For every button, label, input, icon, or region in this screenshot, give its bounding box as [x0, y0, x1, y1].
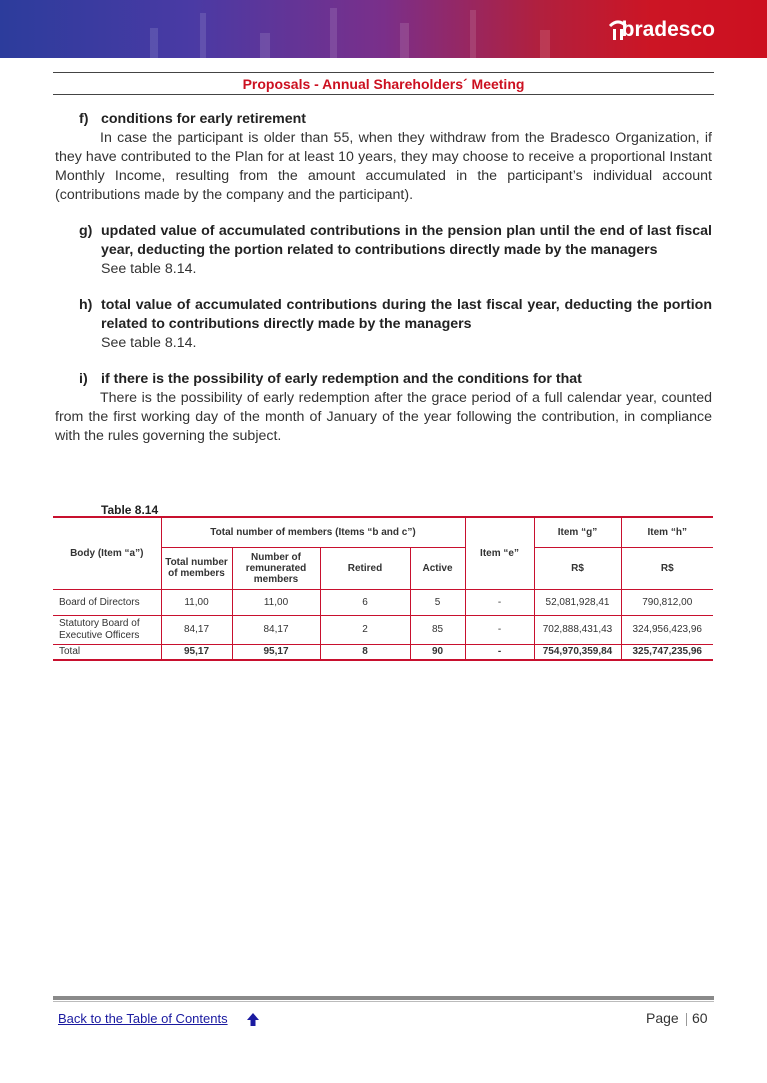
- table-caption: Table 8.14: [101, 503, 159, 517]
- table-row: Board of Directors 11,00 11,00 6 5 - 52,081,928,41 790,812,00: [53, 589, 713, 615]
- section-h-label: h): [79, 297, 93, 313]
- main-content: [55, 110, 712, 446]
- header-currency-h: R$: [621, 547, 713, 589]
- table-row-total: Total 95,17 95,17 8 90 - 754,970,359,84 325,747,235,96: [53, 644, 713, 660]
- footer-rule: [53, 996, 714, 1000]
- document-title: Proposals - Annual Shareholders´ Meeting: [242, 76, 525, 92]
- header-body: Body (Item “a”): [53, 517, 161, 589]
- section-h-heading: h) total value of accumulated contributions during the last fiscal year, deducting the portion related to contributions directly made by the managers: [79, 297, 712, 332]
- section-f-heading: f) conditions for early retirement: [79, 111, 306, 127]
- back-to-contents-link[interactable]: Back to the Table of Contents: [58, 1011, 228, 1026]
- header-total-members-group: Total number of members (Items “b and c”): [161, 517, 465, 547]
- section-g-label: g): [79, 223, 93, 239]
- header-remunerated: Number of remunerated members: [232, 547, 320, 589]
- section-f-label: f): [79, 111, 89, 127]
- header-item-h: Item “h”: [621, 517, 713, 547]
- header-total-members: Total number of members: [161, 547, 232, 589]
- page-separator: [686, 1013, 687, 1026]
- header-item-g: Item “g”: [534, 517, 621, 547]
- title-bottom-rule: [53, 94, 714, 95]
- header-active: Active: [410, 547, 465, 589]
- section-g-heading: g) updated value of accumulated contributions in the pension plan until the end of last fiscal year, deducting the portion related to contributions directly made by the managers: [79, 223, 712, 258]
- section-i-body: There is the possibility of early redemption after the grace period of a full calendar year, counted from the first working day of the month of January of the year following the contribution, in compliance with the rules governing the subject.: [55, 390, 712, 444]
- section-h-body: See table 8.14.: [101, 335, 197, 351]
- title-top-rule: [53, 72, 714, 73]
- footer-rule-thin: [53, 1001, 714, 1002]
- page-number: 60: [692, 1010, 708, 1026]
- page-label: Page: [646, 1010, 679, 1026]
- section-i-label: i): [79, 371, 88, 387]
- table-8-14: [53, 516, 713, 661]
- header-banner: [0, 0, 767, 58]
- section-g-body: See table 8.14.: [101, 261, 197, 277]
- header-retired: Retired: [320, 547, 410, 589]
- header-item-e: Item “e”: [465, 517, 534, 589]
- arrow-up-icon[interactable]: [246, 1012, 260, 1027]
- header-currency-g: R$: [534, 547, 621, 589]
- section-i-heading: i) if there is the possibility of early redemption and the conditions for that: [79, 371, 582, 387]
- table-row: Statutory Board of Executive Officers 84,17 84,17 2 85 - 702,888,431,43 324,956,423,96: [53, 615, 713, 644]
- section-f-body: In case the participant is older than 55, when they withdraw from the Bradesco Organization, if they have contributed to the Plan for at least 10 years, they may choose to receive a proportional Instant Monthly Income, resulting from the amount accumulated in the participant’s individual account (contributions made by the company and the participant).: [55, 130, 712, 203]
- brand-name: bradesco: [621, 18, 715, 41]
